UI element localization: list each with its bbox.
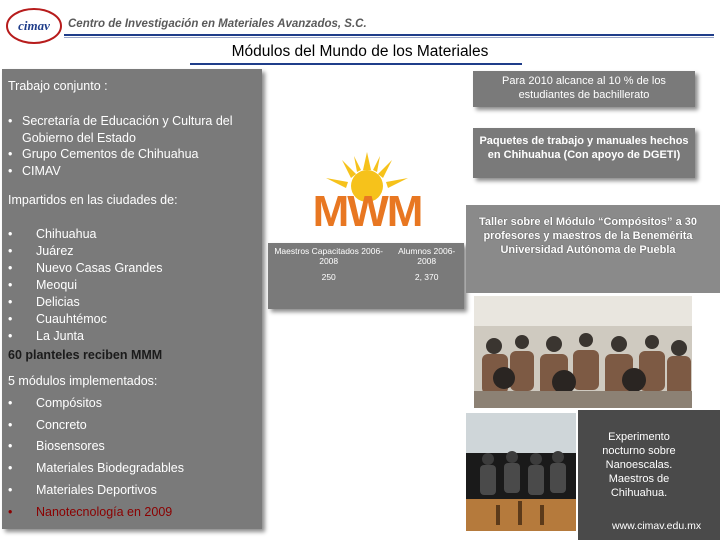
list-item: • La Junta (8, 328, 162, 345)
value-teachers: 250 (321, 272, 336, 282)
list-item: • Delicias (8, 294, 162, 311)
list-item: • Meoqui (8, 277, 162, 294)
photo-night-experiment (466, 413, 576, 531)
value-students: 2, 370 (414, 272, 439, 282)
list-item-upcoming: • Nanotecnología en 2009 (8, 502, 184, 524)
org-name: Centro de Investigación en Materiales Avanzados, S.C. (68, 18, 367, 30)
planteles-count: 60 planteles reciben MMM (8, 348, 163, 362)
website-link[interactable]: www.cimav.edu.mx (612, 520, 702, 532)
taller-text: Taller sobre el Módulo “Compósitos” a 30 profesores y maestros de la Benemérita Universidad Autónoma de Puebla (478, 216, 697, 256)
svg-text:cimav: cimav (18, 18, 50, 33)
list-item: • Nuevo Casas Grandes (8, 260, 162, 277)
header-rule-thin (64, 37, 714, 38)
list-item: • Compósitos (8, 393, 184, 415)
goal-text: Para 2010 alcance al 10 % de los estudiantes de bachillerato (502, 75, 666, 101)
list-item: • Secretaría de Educación y Cultura del Gobierno del Estado (8, 113, 256, 146)
experiment-text: Experimento nocturno sobre Nanoescalas. Maestros de Chihuahua. (602, 431, 676, 499)
list-item: • Materiales Biodegradables (8, 458, 184, 480)
header-students: Alumnos 2006-2008 (398, 246, 456, 266)
header-teachers: Maestros Capacitados 2006-2008 (274, 246, 384, 266)
list-item: • CIMAV (8, 163, 256, 180)
left-panel (2, 69, 262, 529)
cimav-logo (6, 6, 62, 46)
cities-list (8, 226, 162, 345)
modules-list (8, 393, 184, 523)
stats-table (268, 243, 464, 309)
list-item: • Materiales Deportivos (8, 480, 184, 502)
work-title: Trabajo conjunto : (8, 79, 108, 93)
modules-title: 5 módulos implementados: (8, 374, 158, 388)
list-item: • Cuauhtémoc (8, 311, 162, 328)
svg-text:MWM: MWM (312, 187, 422, 232)
list-item: • Biosensores (8, 436, 184, 458)
packages-text: Paquetes de trabajo y manuales hechos en Chihuahua (Con apoyo de DGETI) (479, 135, 689, 161)
goal-box (473, 71, 695, 107)
header-rule (64, 34, 714, 36)
cities-title: Impartidos en las ciudades de: (8, 193, 178, 207)
packages-box (473, 128, 695, 178)
list-item: • Grupo Cementos de Chihuahua (8, 146, 256, 163)
work-list (8, 113, 256, 179)
page-title: Módulos del Mundo de los Materiales (231, 43, 489, 60)
mwm-logo (272, 148, 462, 232)
photo-audience (474, 296, 692, 408)
list-item: • Chihuahua (8, 226, 162, 243)
title-underline (190, 63, 522, 65)
list-item: • Concreto (8, 415, 184, 437)
list-item: • Juárez (8, 243, 162, 260)
